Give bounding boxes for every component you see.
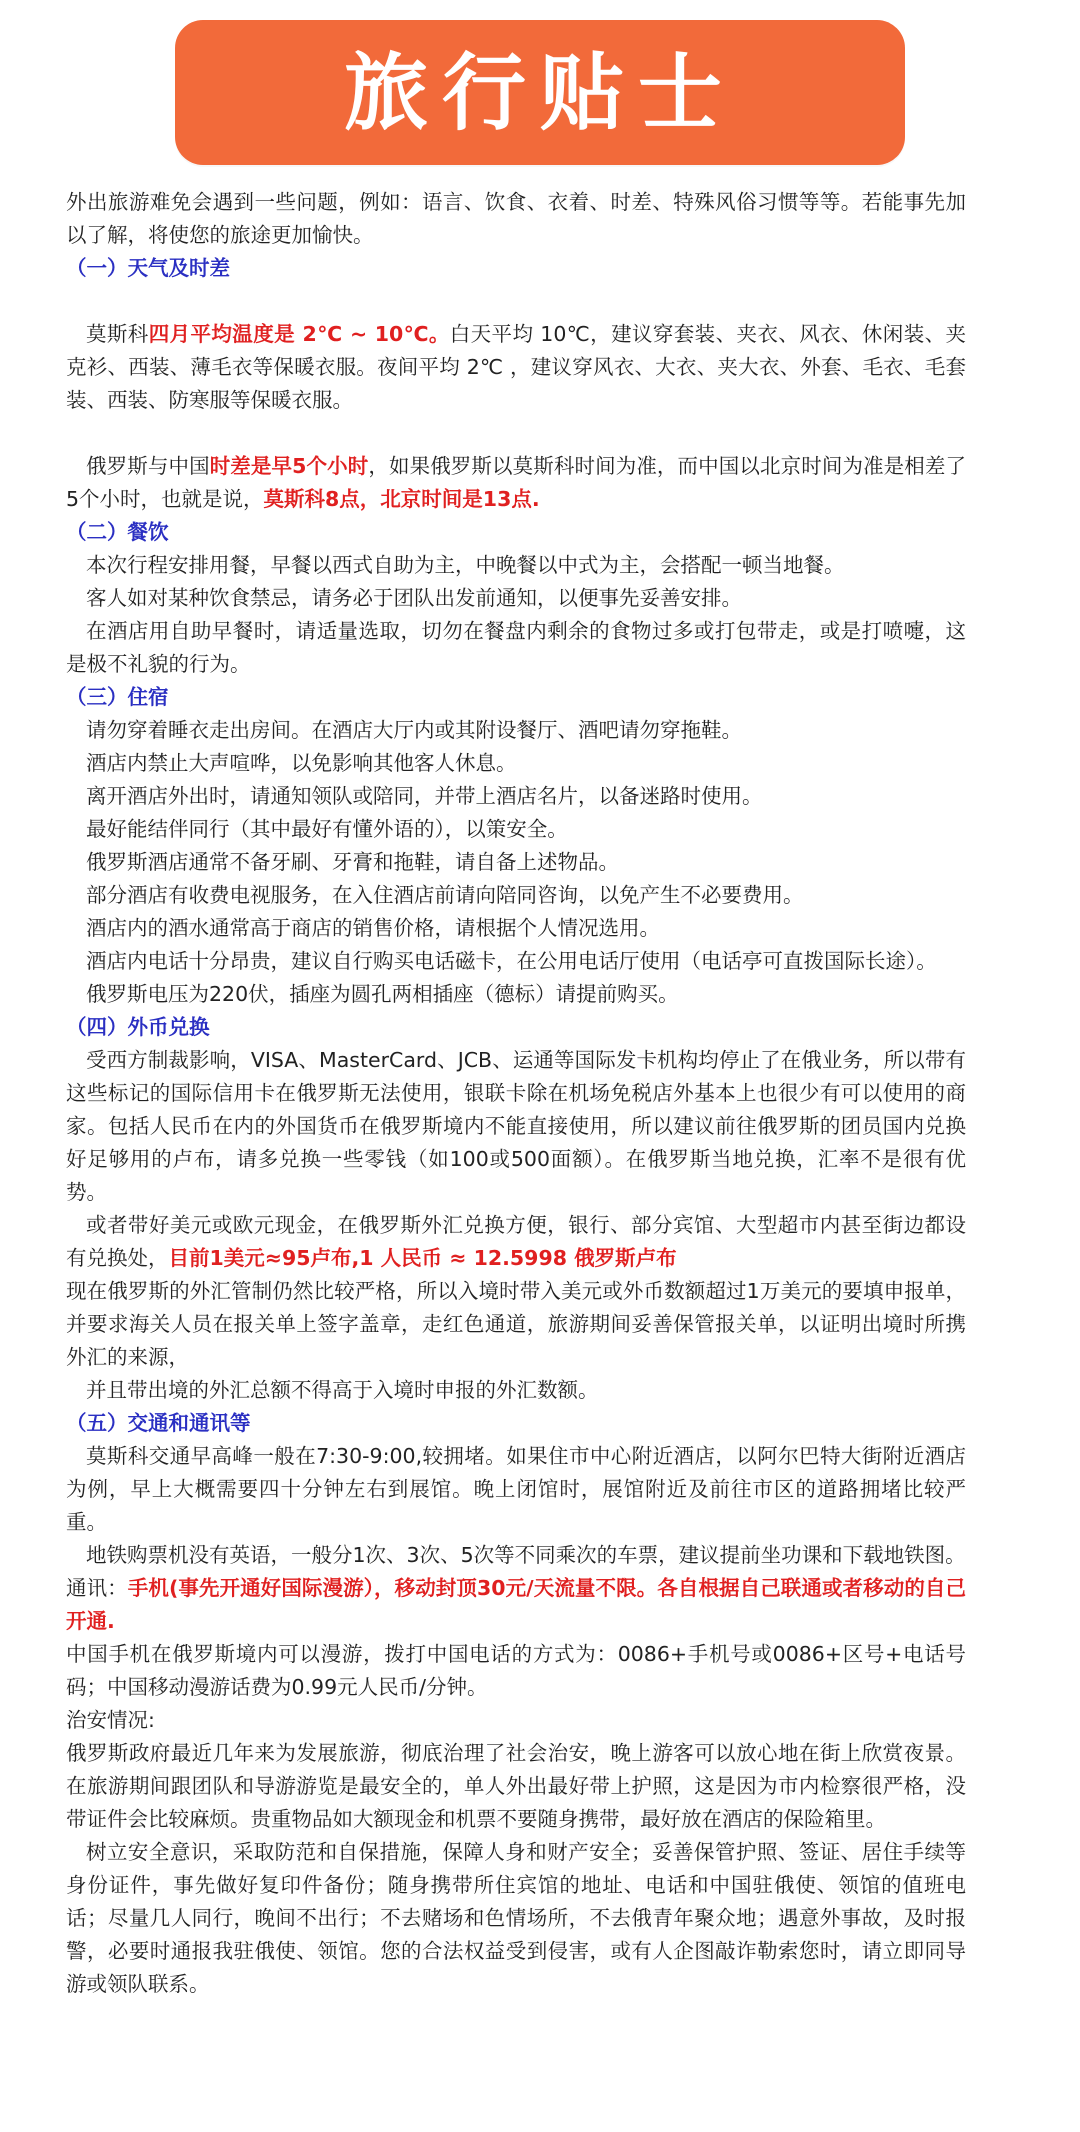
dining-paragraph-2: 客人如对某种饮食禁忌，请务必于团队出发前通知，以便事先妥善安排。: [86, 586, 742, 610]
spacer: [66, 285, 966, 318]
weather-text-c: 白天平均 10℃，建议穿套装、夹衣、风衣、休闲装、夹克衫、西装、薄毛衣等保暖衣服。夜间平均 2℃ ，建议穿风衣、大衣、夹大衣、外套、毛衣、毛套装、西装、防寒服等保暖衣服。: [66, 322, 966, 412]
lodging-paragraph-4: 最好能结伴同行（其中最好有懂外语的），以策安全。: [86, 817, 568, 841]
weather-highlight: 四月平均温度是 2℃ ~ 10℃。: [148, 322, 450, 346]
currency-text-a: 或者带好美元或欧元现金，在俄罗斯外汇兑换方便，银行、部分宾馆、大型超市内甚至街边都设有兑换处，: [66, 1213, 966, 1270]
exchange-rate: 目前1美元≈95卢布,1 人民币 ≈ 12.5998 俄罗斯卢布: [168, 1246, 677, 1270]
lodging-paragraph-7: 酒店内的酒水通常高于商店的销售价格，请根据个人情况选用。: [86, 916, 660, 940]
currency-paragraph-2: [66, 1209, 966, 1275]
weather-text-a: 莫斯科: [86, 322, 149, 346]
weather-paragraph: [66, 318, 966, 417]
section-transport-heading: （五）交通和通讯等: [66, 1411, 251, 1435]
section-weather-heading: （一）天气及时差: [66, 256, 230, 280]
dining-paragraph-1: 本次行程安排用餐，早餐以西式自助为主，中晚餐以中式为主，会搭配一顿当地餐。: [86, 553, 845, 577]
lodging-paragraph-1: 请勿穿着睡衣走出房间。在酒店大厅内或其附设餐厅、酒吧请勿穿拖鞋。: [86, 718, 742, 742]
transport-paragraph-2: 地铁购票机没有英语，一般分1次、3次、5次等不同乘次的车票，建议提前坐功课和下载地铁图。: [86, 1543, 966, 1567]
security-paragraph: 俄罗斯政府最近几年来为发展旅游，彻底治理了社会治安，晚上游客可以放心地在街上欣赏夜景。在旅游期间跟团队和导游游览是最安全的，单人外出最好带上护照，这是因为市内检察很严格，没带证件会比较麻烦。贵重物品如大额现金和机票不要随身携带，最好放在酒店的保险箱里。: [66, 1741, 966, 1831]
intro-paragraph: 外出旅游难免会遇到一些问题，例如：语言、饮食、衣着、时差、特殊风俗习惯等等。若能事先加以了解，将使您的旅途更加愉快。: [66, 190, 966, 247]
roaming-paragraph: 中国手机在俄罗斯境内可以漫游，拨打中国电话的方式为：0086+手机号或0086+区号+电话号码；中国移动漫游话费为0.99元人民币/分钟。: [66, 1642, 966, 1699]
timezone-text-a: 俄罗斯与中国: [86, 454, 210, 478]
currency-paragraph-4: 并且带出境的外汇总额不得高于入境时申报的外汇数额。: [86, 1378, 599, 1402]
transport-paragraph-1: 莫斯科交通早高峰一般在7:30-9:00,较拥堵。如果住市中心附近酒店，以阿尔巴特大街附近酒店为例，早上大概需要四十分钟左右到展馆。晚上闭馆时，展馆附近及前往市区的道路拥堵比较严重。: [66, 1444, 966, 1534]
lodging-paragraph-6: 部分酒店有收费电视服务，在入住酒店前请向陪同咨询，以免产生不必要费用。: [86, 883, 804, 907]
title-banner: [175, 20, 905, 165]
timezone-text-c: ，如果俄罗斯以莫斯科时间为准，而中国以北京时间为准是相差了5个小时，也就是说，: [66, 454, 967, 511]
section-lodging-heading: （三）住宿: [66, 685, 169, 709]
lodging-paragraph-9: 俄罗斯电压为220伏，插座为圆孔两相插座（德标）请提前购买。: [86, 982, 679, 1006]
security-label: 治安情况:: [66, 1708, 155, 1732]
dining-paragraph-3: 在酒店用自助早餐时，请适量选取，切勿在餐盘内剩余的食物过多或打包带走，或是打喷嚏，这是极不礼貌的行为。: [66, 619, 966, 676]
timezone-highlight: 时差是早5个小时: [209, 454, 369, 478]
timezone-paragraph: [66, 450, 966, 516]
lodging-paragraph-8: 酒店内电话十分昂贵，建议自行购买电话磁卡，在公用电话厅使用（电话亭可直拨国际长途）。: [86, 949, 937, 973]
page-title: 旅行贴士: [343, 43, 736, 142]
timezone-example: 莫斯科8点，北京时间是13点.: [263, 487, 540, 511]
communication-paragraph: [66, 1572, 966, 1638]
communication-label: 通讯：: [66, 1576, 128, 1600]
currency-paragraph-3: 现在俄罗斯的外汇管制仍然比较严格，所以入境时带入美元或外币数额超过1万美元的要填申报单，并要求海关人员在报关单上签字盖章，走红色通道，旅游期间妥善保管报关单，以证明出境时所携外汇的来源，: [66, 1279, 966, 1369]
lodging-paragraph-5: 俄罗斯酒店通常不备牙刷、牙膏和拖鞋，请自备上述物品。: [86, 850, 619, 874]
safety-paragraph: 树立安全意识，采取防范和自保措施，保障人身和财产安全；妥善保管护照、签证、居住手续等身份证件，事先做好复印件备份；随身携带所住宾馆的地址、电话和中国驻俄使、领馆的值班电话；尽量几人同行，晚间不出行；不去赌场和色情场所，不去俄青年聚众地；遇意外事故，及时报警，必要时通报我驻俄使、领馆。您的合法权益受到侵害，或有人企图敲诈勒索您时，请立即同导游或领队联系。: [66, 1840, 966, 1996]
communication-highlight: 手机(事先开通好国际漫游），移动封顶30元/天流量不限。各自根据自己联通或者移动的自己开通.: [66, 1576, 966, 1633]
section-dining-heading: （二）餐饮: [66, 520, 169, 544]
lodging-paragraph-3: 离开酒店外出时，请通知领队或陪同，并带上酒店名片，以备迷路时使用。: [86, 784, 763, 808]
lodging-paragraph-2: 酒店内禁止大声喧哗，以免影响其他客人休息。: [86, 751, 517, 775]
tips-content: [66, 186, 966, 2001]
section-currency-heading: （四）外币兑换: [66, 1015, 210, 1039]
currency-paragraph-1: 受西方制裁影响，VISA、MasterCard、JCB、运通等国际发卡机构均停止了在俄业务，所以带有这些标记的国际信用卡在俄罗斯无法使用，银联卡除在机场免税店外基本上也很少有可以使用的商家。包括人民币在内的外国货币在俄罗斯境内不能直接使用，所以建议前往俄罗斯的团员国内兑换好足够用的卢布，请多兑换一些零钱（如100或500面额）。在俄罗斯当地兑换，汇率不是很有优势。: [66, 1048, 966, 1204]
spacer: [66, 417, 966, 450]
